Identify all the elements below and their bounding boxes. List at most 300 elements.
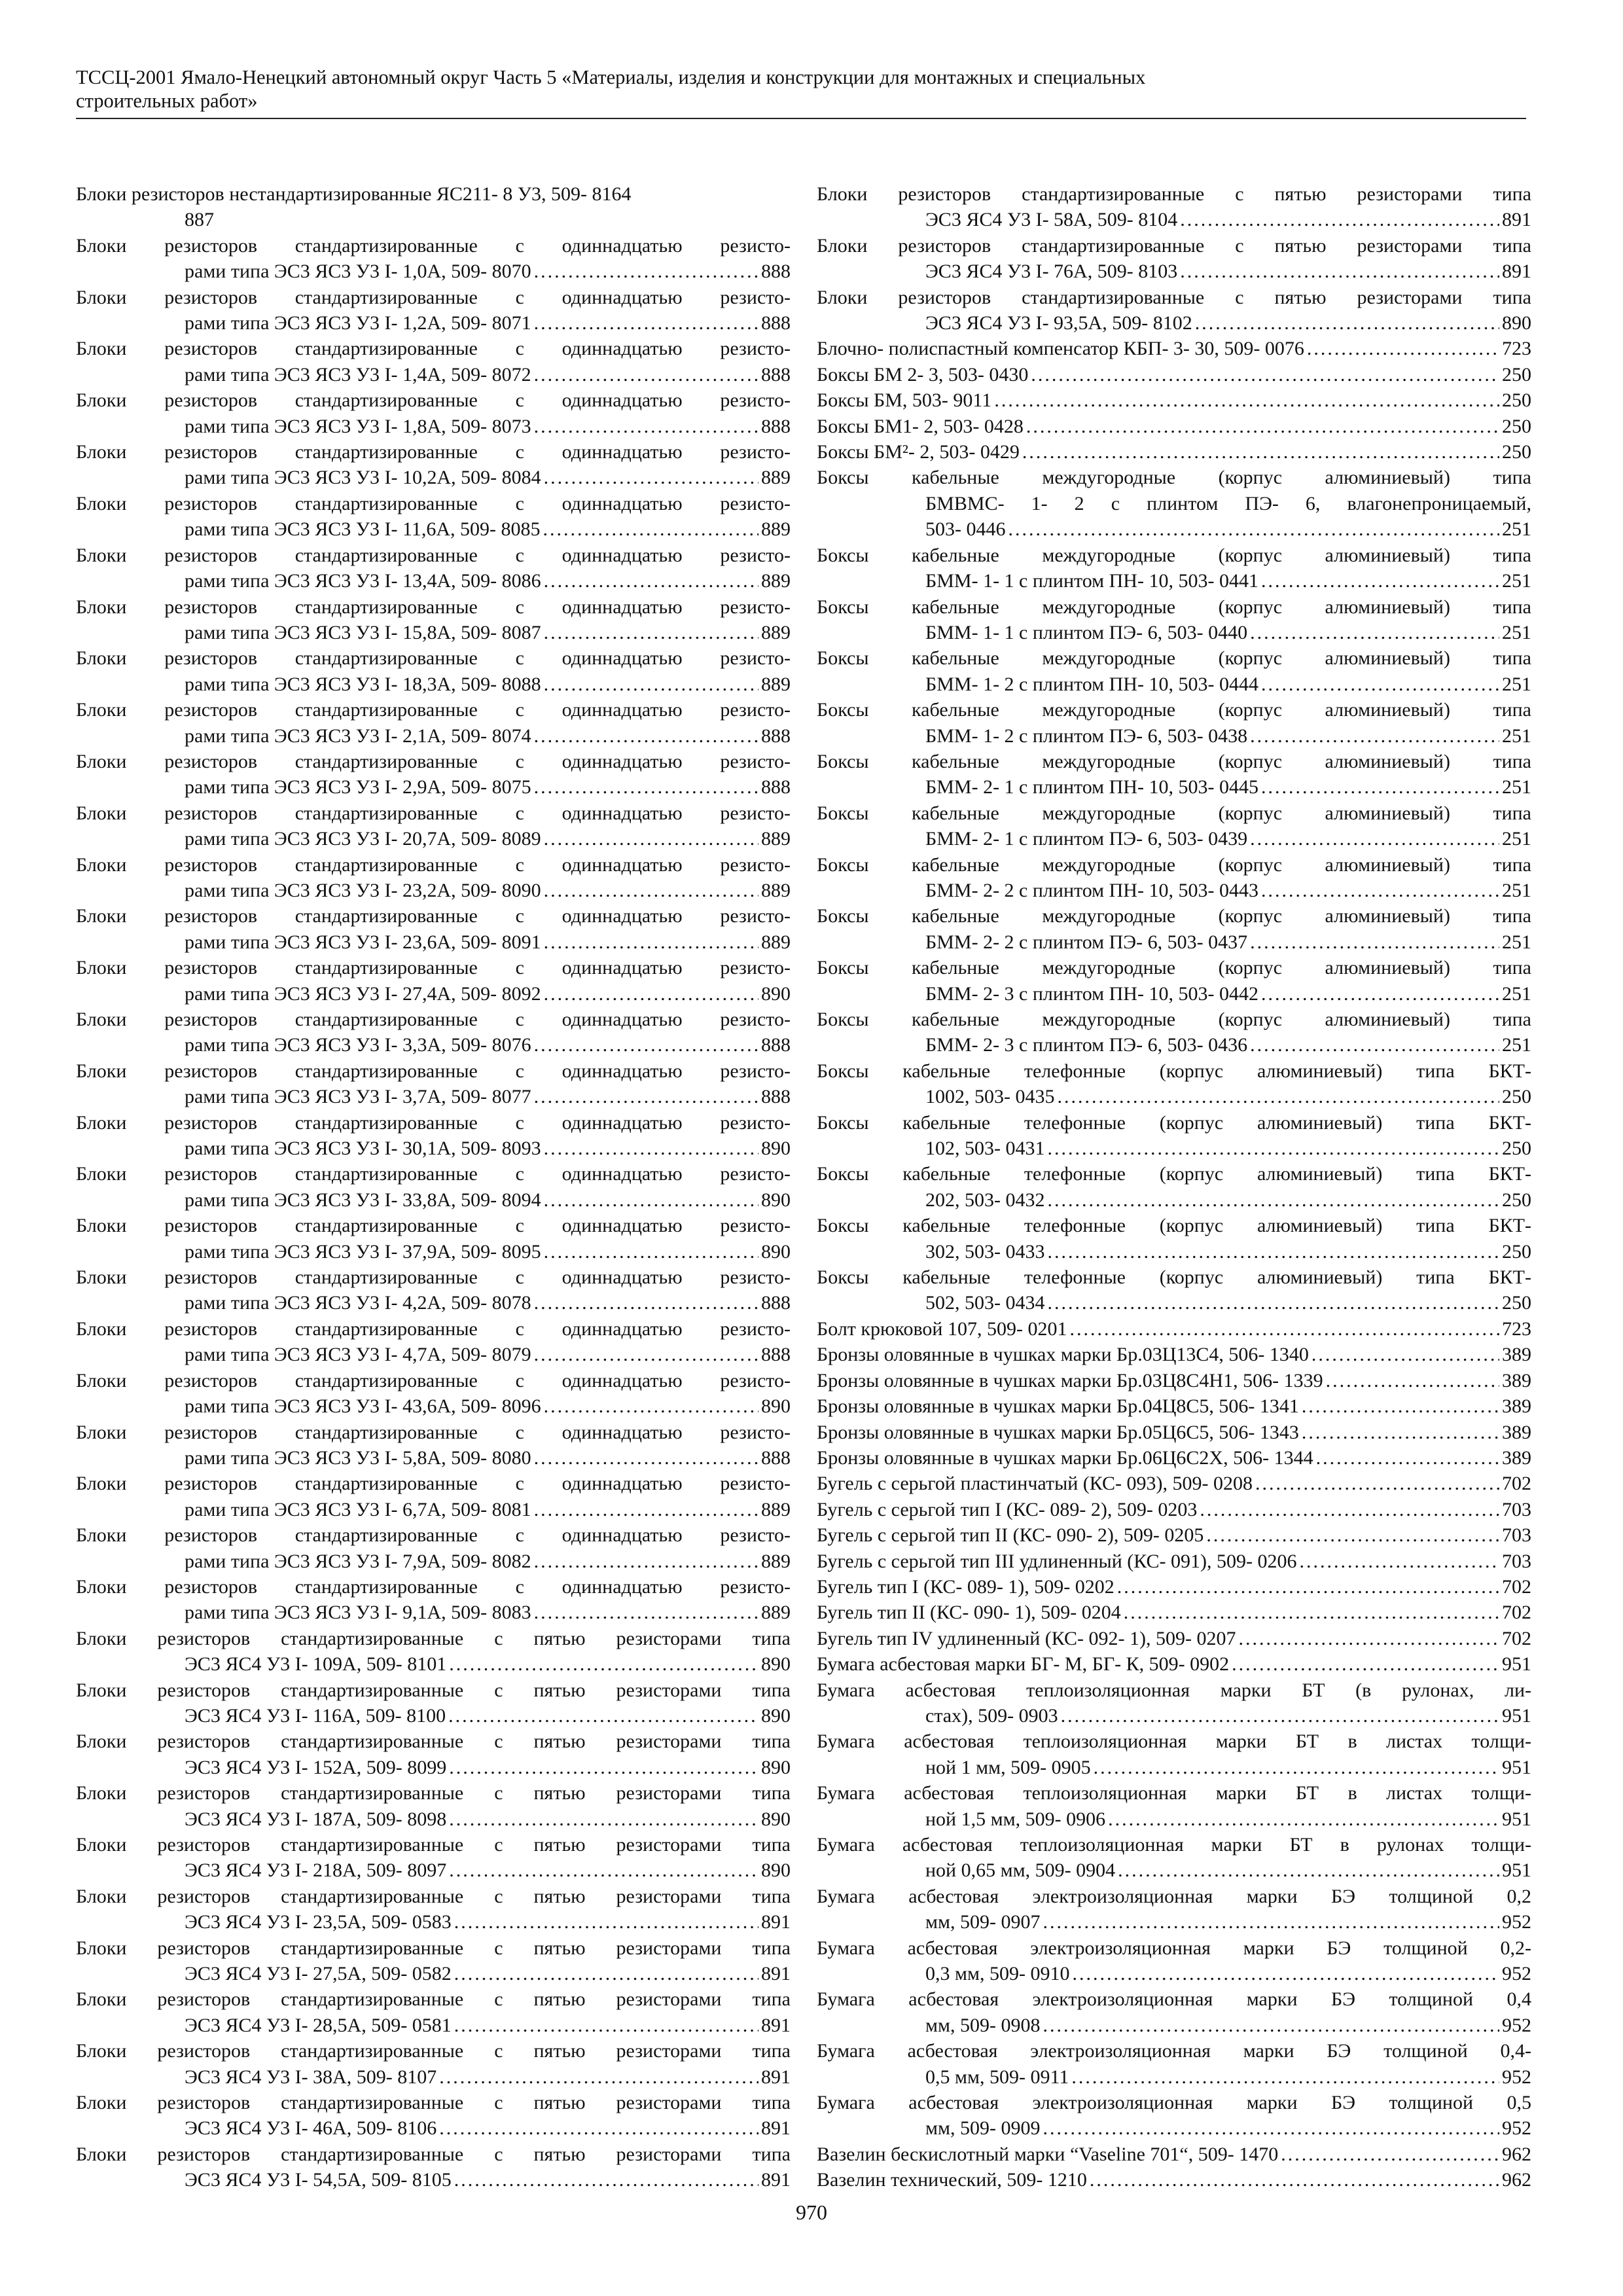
index-entry: [76, 233, 791, 285]
entry-line: [925, 1032, 1531, 1058]
index-entry: [817, 1884, 1531, 1935]
entry-page: 891: [761, 2117, 791, 2140]
dot-leader: [544, 1136, 758, 1161]
entry-label: рами типа ЭС3 ЯС3 У3 I- 1,8А, 509- 8073: [185, 415, 531, 437]
index-entry: [76, 594, 791, 646]
dot-leader: [439, 2115, 758, 2141]
entry-text: Блоки резисторов стандартизированные с одиннадцатью резисто-: [76, 957, 791, 979]
entry-text: Боксы кабельные междугородные (корпус алюминиевый) типа: [817, 699, 1531, 721]
entry-label: Бронзы оловянные в чушках марки Бр.03Ц8С4Н1, 506- 1339: [817, 1369, 1323, 1391]
entry-page: 389: [1502, 1395, 1531, 1418]
entry-label: Боксы БМ, 503- 9011: [817, 389, 992, 412]
dot-leader: [544, 929, 758, 955]
entry-line: [185, 414, 791, 439]
index-entry: [817, 1986, 1531, 2038]
entry-page: 889: [761, 467, 791, 489]
entry-line: [925, 1857, 1531, 1883]
dot-leader: [454, 2013, 758, 2038]
index-entry: [76, 1884, 791, 1935]
entry-label: ЭС3 ЯС4 У3 I- 152А, 509- 8099: [185, 1756, 447, 1778]
entry-text: Блоки резисторов стандартизированные с одиннадцатью резисто-: [76, 1215, 791, 1237]
entry-line: [817, 1574, 1531, 1600]
entry-text: Бумага асбестовая теплоизоляционная марки БТ в рулонах толщи-: [817, 1834, 1531, 1856]
index-entry: [817, 181, 1531, 233]
entry-text: Блоки резисторов стандартизированные с пятью резисторами типа: [76, 2040, 791, 2062]
index-entry: [817, 1110, 1531, 1162]
entry-line: [817, 1445, 1531, 1471]
entry-text: Блоки резисторов стандартизированные с одиннадцатью резисто-: [76, 1369, 791, 1391]
entry-line: [925, 1187, 1531, 1213]
entry-line: [185, 774, 791, 800]
entry-label: 202, 503- 0432: [925, 1189, 1045, 1211]
index-entry: [76, 1368, 791, 1420]
entry-page: 888: [761, 776, 791, 798]
entry-label: ЭС3 ЯС4 У3 I- 109А, 509- 8101: [185, 1653, 447, 1676]
entry-page: 702: [1502, 1473, 1531, 1495]
entry-text: Боксы кабельные телефонные (корпус алюминиевый) типа БКТ-: [817, 1111, 1531, 1134]
entry-line: [925, 1136, 1531, 1161]
index-entry: [76, 955, 791, 1007]
dot-leader: [1281, 2142, 1499, 2167]
index-entry: [817, 2038, 1531, 2090]
entry-page: 723: [1502, 1318, 1531, 1340]
entry-page: 250: [1502, 1189, 1531, 1211]
index-entry: [76, 1729, 791, 1780]
entry-line: [185, 620, 791, 645]
entry-page: 251: [1502, 621, 1531, 643]
dot-leader: [1316, 1445, 1499, 1471]
index-entry: [76, 1471, 791, 1522]
entry-page: 891: [761, 2066, 791, 2088]
index-entry: [817, 1600, 1531, 1625]
index-entry: [817, 285, 1531, 336]
entry-page: 891: [761, 2169, 791, 2191]
entry-line: [817, 1626, 1531, 1651]
entry-page: 889: [761, 828, 791, 850]
entry-line: [185, 2167, 791, 2193]
dot-leader: [1071, 2064, 1499, 2090]
dot-leader: [1206, 1522, 1499, 1548]
entry-label: рами типа ЭС3 ЯС3 У3 I- 4,7А, 509- 8079: [185, 1344, 531, 1366]
index-entry: [817, 1780, 1531, 1832]
entry-line: [925, 620, 1531, 645]
entry-line: [185, 1136, 791, 1161]
dot-leader: [1299, 1549, 1499, 1574]
index-entry: [817, 1729, 1531, 1780]
entry-text: Бумага асбестовая электроизоляционная марки БЭ толщиной 0,4-: [817, 2040, 1531, 2062]
entry-label: БММ- 2- 3 с плинтом ПН- 10, 503- 0442: [925, 982, 1258, 1005]
index-entry: [817, 1058, 1531, 1110]
index-entry: [76, 1986, 791, 2038]
entry-line: [817, 1420, 1531, 1445]
entry-label: ЭС3 ЯС4 У3 I- 116А, 509- 8100: [185, 1704, 446, 1727]
entry-label: Блочно- полиспастный компенсатор КБП- 3- 30, 509- 0076: [817, 338, 1304, 360]
entry-page: 723: [1502, 338, 1531, 360]
entry-page: 891: [761, 1911, 791, 1933]
dot-leader: [1058, 1084, 1500, 1109]
index-entry: [817, 1393, 1531, 1419]
dot-leader: [534, 259, 758, 284]
dot-leader: [454, 2167, 758, 2193]
index-entry: [817, 2167, 1531, 2193]
index-entry: [817, 1213, 1531, 1265]
entry-label: рами типа ЭС3 ЯС3 У3 I- 10,2А, 509- 8084: [185, 467, 541, 489]
dot-leader: [534, 1032, 758, 1058]
entry-line: [925, 2115, 1531, 2141]
entry-page: 888: [761, 1344, 791, 1366]
dot-leader: [1195, 310, 1499, 336]
index-entry: [76, 852, 791, 904]
entry-text: Блоки резисторов стандартизированные с одиннадцатью резисто-: [76, 905, 791, 927]
entry-page: 250: [1502, 1086, 1531, 1108]
dot-leader: [1118, 1857, 1499, 1883]
entry-label: Бумага асбестовая марки БГ- М, БГ- К, 509- 0902: [817, 1653, 1230, 1676]
entry-page: 891: [1502, 209, 1531, 231]
index-entry: [76, 1780, 791, 1832]
entry-label: Бугель с серьгой тип II (КС- 090- 2), 509- 0205: [817, 1524, 1204, 1547]
entry-label: рами типа ЭС3 ЯС3 У3 I- 9,1А, 509- 8083: [185, 1602, 531, 1624]
dot-leader: [543, 516, 759, 542]
entry-page: 250: [1502, 1240, 1531, 1263]
entry-page: 952: [1502, 1911, 1531, 1933]
header-line-1: ТССЦ-2001 Ямало-Ненецкий автономный округ Часть 5 «Материалы, изделия и конструкции для монтажных и специальных: [76, 66, 1146, 88]
entry-page: 250: [1502, 363, 1531, 386]
entry-label: БММ- 2- 3 с плинтом ПЭ- 6, 503- 0436: [925, 1034, 1248, 1056]
entry-label: Бугель тип IV удлиненный (КС- 092- 1), 509- 0207: [817, 1627, 1236, 1649]
dot-leader: [1043, 1909, 1499, 1935]
entry-line: [185, 1600, 791, 1625]
entry-page: 952: [1502, 1963, 1531, 1985]
entry-label: мм, 509- 0907: [925, 1911, 1041, 1933]
entry-text: Боксы кабельные телефонные (корпус алюминиевый) типа БКТ-: [817, 1163, 1531, 1185]
entry-label: БММ- 1- 1 с плинтом ПН- 10, 503- 0441: [925, 570, 1258, 592]
entry-label: Боксы БМ²- 2, 503- 0429: [817, 441, 1020, 463]
dot-leader: [1180, 207, 1499, 232]
dot-leader: [449, 1651, 758, 1677]
entry-label: рами типа ЭС3 ЯС3 У3 I- 5,8А, 509- 8080: [185, 1446, 531, 1469]
entry-line: [817, 439, 1531, 465]
entry-text: Бумага асбестовая электроизоляционная марки БЭ толщиной 0,4: [817, 1988, 1531, 2011]
entry-text: Боксы кабельные телефонные (корпус алюминиевый) типа БКТ-: [817, 1215, 1531, 1237]
entry-line: [925, 1961, 1531, 1986]
entry-label: Бугель с серьгой тип I (КС- 089- 2), 509- 0203: [817, 1498, 1198, 1520]
entry-line: [817, 414, 1531, 439]
dot-leader: [1255, 1471, 1499, 1496]
index-entry: [76, 1058, 791, 1110]
entry-label: ЭС3 ЯС4 У3 I- 218А, 509- 8097: [185, 1859, 447, 1882]
entry-line: [925, 774, 1531, 800]
entry-line: [185, 981, 791, 1007]
dot-leader: [544, 878, 758, 903]
entry-text: Блоки резисторов стандартизированные с одиннадцатью резисто-: [76, 699, 791, 721]
dot-leader: [1200, 1497, 1499, 1522]
entry-line: [817, 2142, 1531, 2167]
entry-label: Боксы БМ1- 2, 503- 0428: [817, 415, 1024, 437]
entry-label: рами типа ЭС3 ЯС3 У3 I- 2,9А, 509- 8075: [185, 776, 531, 798]
entry-label: рами типа ЭС3 ЯС3 У3 I- 33,8А, 509- 8094: [185, 1189, 541, 1211]
index-entry: [817, 1420, 1531, 1445]
entry-line: [817, 387, 1531, 413]
index-entry: [76, 2090, 791, 2142]
entry-text: Блоки резисторов нестандартизированные ЯС211- 8 У3, 509- 8164: [76, 183, 632, 205]
entry-line: [185, 1549, 791, 1574]
index-entry: [76, 1007, 791, 1058]
entry-label: Бугель с серьгой пластинчатый (КС- 093), 509- 0208: [817, 1473, 1253, 1495]
entry-line: [817, 1497, 1531, 1522]
entry-line: [185, 516, 791, 542]
entry-line: [185, 2064, 791, 2090]
index-entry: [817, 1522, 1531, 1548]
dot-leader: [1061, 1703, 1499, 1729]
index-entry: [817, 749, 1531, 800]
entry-line: [185, 1857, 791, 1883]
index-entry: [817, 800, 1531, 852]
entry-line: [185, 2115, 791, 2141]
dot-leader: [994, 387, 1499, 413]
entry-page: 251: [1502, 982, 1531, 1005]
index-entry: [76, 1213, 791, 1265]
dot-leader: [544, 981, 758, 1007]
index-entry: [817, 336, 1531, 361]
entry-page: 251: [1502, 570, 1531, 592]
index-entry: [817, 1368, 1531, 1393]
entry-line: [185, 1703, 791, 1729]
entry-text: Блоки резисторов стандартизированные с одиннадцатью резисто-: [76, 1266, 791, 1289]
entry-label: 0,5 мм, 509- 0911: [925, 2066, 1069, 2088]
entry-line: [817, 1600, 1531, 1625]
dot-leader: [449, 1755, 758, 1780]
dot-leader: [534, 1342, 758, 1367]
entry-label: рами типа ЭС3 ЯС3 У3 I- 7,9А, 509- 8082: [185, 1550, 531, 1572]
index-entry: [817, 465, 1531, 542]
entry-page: 952: [1502, 2014, 1531, 2036]
entry-text: Боксы кабельные междугородные (корпус алюминиевый) типа: [817, 596, 1531, 618]
dot-leader: [1048, 1290, 1500, 1316]
entry-page: 251: [1502, 1034, 1531, 1056]
entry-label: стах), 509- 0903: [925, 1704, 1058, 1727]
index-entry: [76, 181, 791, 233]
entry-label: рами типа ЭС3 ЯС3 У3 I- 18,3А, 509- 8088: [185, 673, 541, 695]
entry-text: Боксы кабельные междугородные (корпус алюминиевый) типа: [817, 1009, 1531, 1030]
entry-text: Боксы кабельные междугородные (корпус алюминиевый) типа: [817, 853, 1531, 876]
dot-leader: [1302, 1393, 1499, 1419]
entry-page: 888: [761, 363, 791, 386]
index-entry: [817, 1651, 1531, 1677]
dot-leader: [534, 1445, 758, 1471]
index-entry: [76, 1935, 791, 1987]
entry-line: [925, 929, 1531, 955]
entry-label: ЭС3 ЯС4 У3 I- 27,5А, 509- 0582: [185, 1963, 452, 1985]
entry-page: 389: [1502, 1421, 1531, 1443]
entry-page: 890: [761, 1395, 791, 1418]
entry-text: Блоки резисторов стандартизированные с одиннадцатью резисто-: [76, 1111, 791, 1134]
index-entry: [817, 1677, 1531, 1729]
entry-page: 389: [1502, 1344, 1531, 1366]
entry-page: 890: [1502, 312, 1531, 334]
entry-line: [185, 1909, 791, 1935]
entry-page: 889: [761, 1498, 791, 1520]
index-entry: [817, 1445, 1531, 1471]
entry-page: 250: [1502, 441, 1531, 463]
entry-label: БММ- 2- 1 с плинтом ПН- 10, 503- 0445: [925, 776, 1258, 798]
index-entry: [76, 543, 791, 594]
entry-line: [925, 568, 1531, 594]
entry-page: 251: [1502, 673, 1531, 695]
index-entry: [817, 1161, 1531, 1213]
index-entry: [76, 1626, 791, 1677]
entry-text: Блоки резисторов стандартизированные с пятью резисторами типа: [817, 183, 1531, 205]
entry-page: 891: [1502, 260, 1531, 283]
dot-leader: [544, 568, 758, 594]
entry-line: [925, 1703, 1531, 1729]
dot-leader: [1250, 826, 1499, 852]
index-entry: [76, 1316, 791, 1368]
dot-leader: [1250, 723, 1499, 749]
entry-label: Бронзы оловянные в чушках марки Бр.03Ц13С4, 506- 1340: [817, 1344, 1309, 1366]
dot-leader: [1026, 414, 1499, 439]
entry-label: Бронзы оловянные в чушках марки Бр.05Ц6С5, 506- 1343: [817, 1421, 1299, 1443]
entry-page: 250: [1502, 415, 1531, 437]
entry-text-continued: БМВМС- 1- 2 с плинтом ПЭ- 6, влагонепроницаемый,: [925, 492, 1531, 514]
entry-text: Блоки резисторов стандартизированные с одиннадцатью резисто-: [76, 802, 791, 824]
entry-page: 702: [1502, 1602, 1531, 1624]
entry-label: Боксы БМ 2- 3, 503- 0430: [817, 363, 1029, 386]
entry-page: 888: [761, 1086, 791, 1108]
entry-text: Блоки резисторов стандартизированные с одиннадцатью резисто-: [76, 286, 791, 308]
entry-text: Блоки резисторов стандартизированные с одиннадцатью резисто-: [76, 544, 791, 566]
dot-leader: [1008, 516, 1500, 542]
entry-page: 951: [1502, 1704, 1531, 1727]
index-entry: [817, 439, 1531, 465]
entry-line: [925, 1290, 1531, 1316]
dot-leader: [544, 620, 758, 645]
entry-page: 251: [1502, 776, 1531, 798]
entry-line: [185, 1806, 791, 1832]
entry-line: [925, 878, 1531, 903]
entry-label: ЭС3 ЯС4 У3 I- 76А, 509- 8103: [925, 260, 1178, 283]
entry-label: рами типа ЭС3 ЯС3 У3 I- 2,1А, 509- 8074: [185, 725, 531, 747]
entry-line: [925, 259, 1531, 284]
entry-text: Блоки резисторов стандартизированные с одиннадцатью резисто-: [76, 1575, 791, 1598]
header-line-2: строительных работ»: [76, 90, 258, 112]
entry-page: 888: [761, 260, 791, 283]
entry-page: 889: [761, 518, 791, 541]
entry-label: БММ- 2- 2 с плинтом ПЭ- 6, 503- 0437: [925, 931, 1248, 953]
entry-line: [817, 1549, 1531, 1574]
dot-leader: [449, 1857, 758, 1883]
dot-leader: [1311, 1342, 1499, 1367]
entry-line: [185, 1497, 791, 1522]
index-entry: [817, 1316, 1531, 1342]
index-entry: [76, 491, 791, 543]
index-entry: [76, 697, 791, 749]
entry-text: Боксы кабельные междугородные (корпус алюминиевый) типа: [817, 802, 1531, 824]
entry-label: рами типа ЭС3 ЯС3 У3 I- 1,4А, 509- 8072: [185, 363, 531, 386]
index-entry: [76, 1677, 791, 1729]
entry-text: Блоки резисторов стандартизированные с пятью резисторами типа: [76, 1627, 791, 1649]
dot-leader: [534, 414, 758, 439]
entry-line: [185, 259, 791, 284]
index-entry: [76, 2038, 791, 2090]
header-divider: [76, 118, 1526, 119]
index-entry: [76, 1522, 791, 1574]
dot-leader: [1117, 1574, 1499, 1600]
entry-line: [925, 1755, 1531, 1780]
entry-label: ЭС3 ЯС4 У3 I- 93,5А, 509- 8102: [925, 312, 1192, 334]
entry-label: ЭС3 ЯС4 У3 I- 187А, 509- 8098: [185, 1808, 447, 1830]
dot-leader: [1069, 1316, 1499, 1342]
entry-label: ЭС3 ЯС4 У3 I- 23,5А, 509- 0583: [185, 1911, 452, 1933]
entry-page: 962: [1502, 2143, 1531, 2165]
entry-label: Бугель тип I (КС- 089- 1), 509- 0202: [817, 1575, 1115, 1598]
entry-label: рами типа ЭС3 ЯС3 У3 I- 3,7А, 509- 8077: [185, 1086, 531, 1108]
entry-page: 251: [1502, 879, 1531, 901]
entry-label: рами типа ЭС3 ЯС3 У3 I- 1,2А, 509- 8071: [185, 312, 531, 334]
entry-label: ЭС3 ЯС4 У3 I- 28,5А, 509- 0581: [185, 2014, 452, 2036]
entry-text: Боксы кабельные телефонные (корпус алюминиевый) типа БКТ-: [817, 1060, 1531, 1082]
entry-label: Болт крюковой 107, 509- 0201: [817, 1318, 1067, 1340]
entry-page: 702: [1502, 1575, 1531, 1598]
index-entry: [76, 1420, 791, 1471]
dot-leader: [448, 1703, 758, 1729]
dot-leader: [1031, 362, 1499, 387]
entry-page: 889: [761, 673, 791, 695]
entry-label: ной 0,65 мм, 509- 0904: [925, 1859, 1116, 1882]
entry-text: Блоки резисторов стандартизированные с пятью резисторами типа: [817, 286, 1531, 308]
index-entry: [76, 439, 791, 491]
entry-label: ЭС3 ЯС4 У3 I- 54,5А, 509- 8105: [185, 2169, 452, 2191]
entry-label: ной 1,5 мм, 509- 0906: [925, 1808, 1106, 1830]
dot-leader: [544, 1187, 758, 1213]
entry-line: [925, 826, 1531, 852]
entry-page: 962: [1502, 2169, 1531, 2191]
entry-line: [185, 1651, 791, 1677]
index-entry: [76, 1265, 791, 1316]
index-entry: [817, 1935, 1531, 1987]
index-entry: [817, 1549, 1531, 1574]
entry-line: [817, 1316, 1531, 1342]
entry-page: 887: [185, 209, 214, 231]
entry-line: [185, 1342, 791, 1367]
index-entry: [76, 1110, 791, 1162]
index-entry: [817, 1497, 1531, 1522]
dot-leader: [1261, 981, 1499, 1007]
entry-label: Бронзы оловянные в чушках марки Бр.06Ц6С2Х, 506- 1344: [817, 1446, 1313, 1469]
entry-page: 702: [1502, 1627, 1531, 1649]
entry-line: [185, 1393, 791, 1419]
dot-leader: [1124, 1600, 1499, 1625]
entry-line: [185, 1032, 791, 1058]
dot-leader: [1239, 1626, 1499, 1651]
index-entry: [76, 749, 791, 800]
index-entry: [817, 362, 1531, 387]
entry-page: 889: [761, 1550, 791, 1572]
entry-label: мм, 509- 0908: [925, 2014, 1041, 2036]
entry-label: Бугель с серьгой тип III удлиненный (КС- 091), 509- 0206: [817, 1550, 1297, 1572]
entry-line: [925, 310, 1531, 336]
index-entry: [817, 1265, 1531, 1316]
entry-text: Блоки резисторов стандартизированные с пятью резисторами типа: [76, 2092, 791, 2114]
entry-label: Вазелин бескислотный марки “Vaseline 701“, 509- 1470: [817, 2143, 1279, 2165]
entry-text: Блоки резисторов стандартизированные с пятью резисторами типа: [76, 1988, 791, 2011]
index-entry: [817, 852, 1531, 904]
entry-label: рами типа ЭС3 ЯС3 У3 I- 4,2А, 509- 8078: [185, 1292, 531, 1314]
entry-text: Бумага асбестовая теплоизоляционная марки БТ в листах толщи-: [817, 1782, 1531, 1804]
entry-page: 891: [761, 2014, 791, 2036]
dot-leader: [1090, 2167, 1499, 2193]
entry-page: 888: [761, 1034, 791, 1056]
entry-label: БММ- 2- 1 с плинтом ПЭ- 6, 503- 0439: [925, 828, 1248, 850]
